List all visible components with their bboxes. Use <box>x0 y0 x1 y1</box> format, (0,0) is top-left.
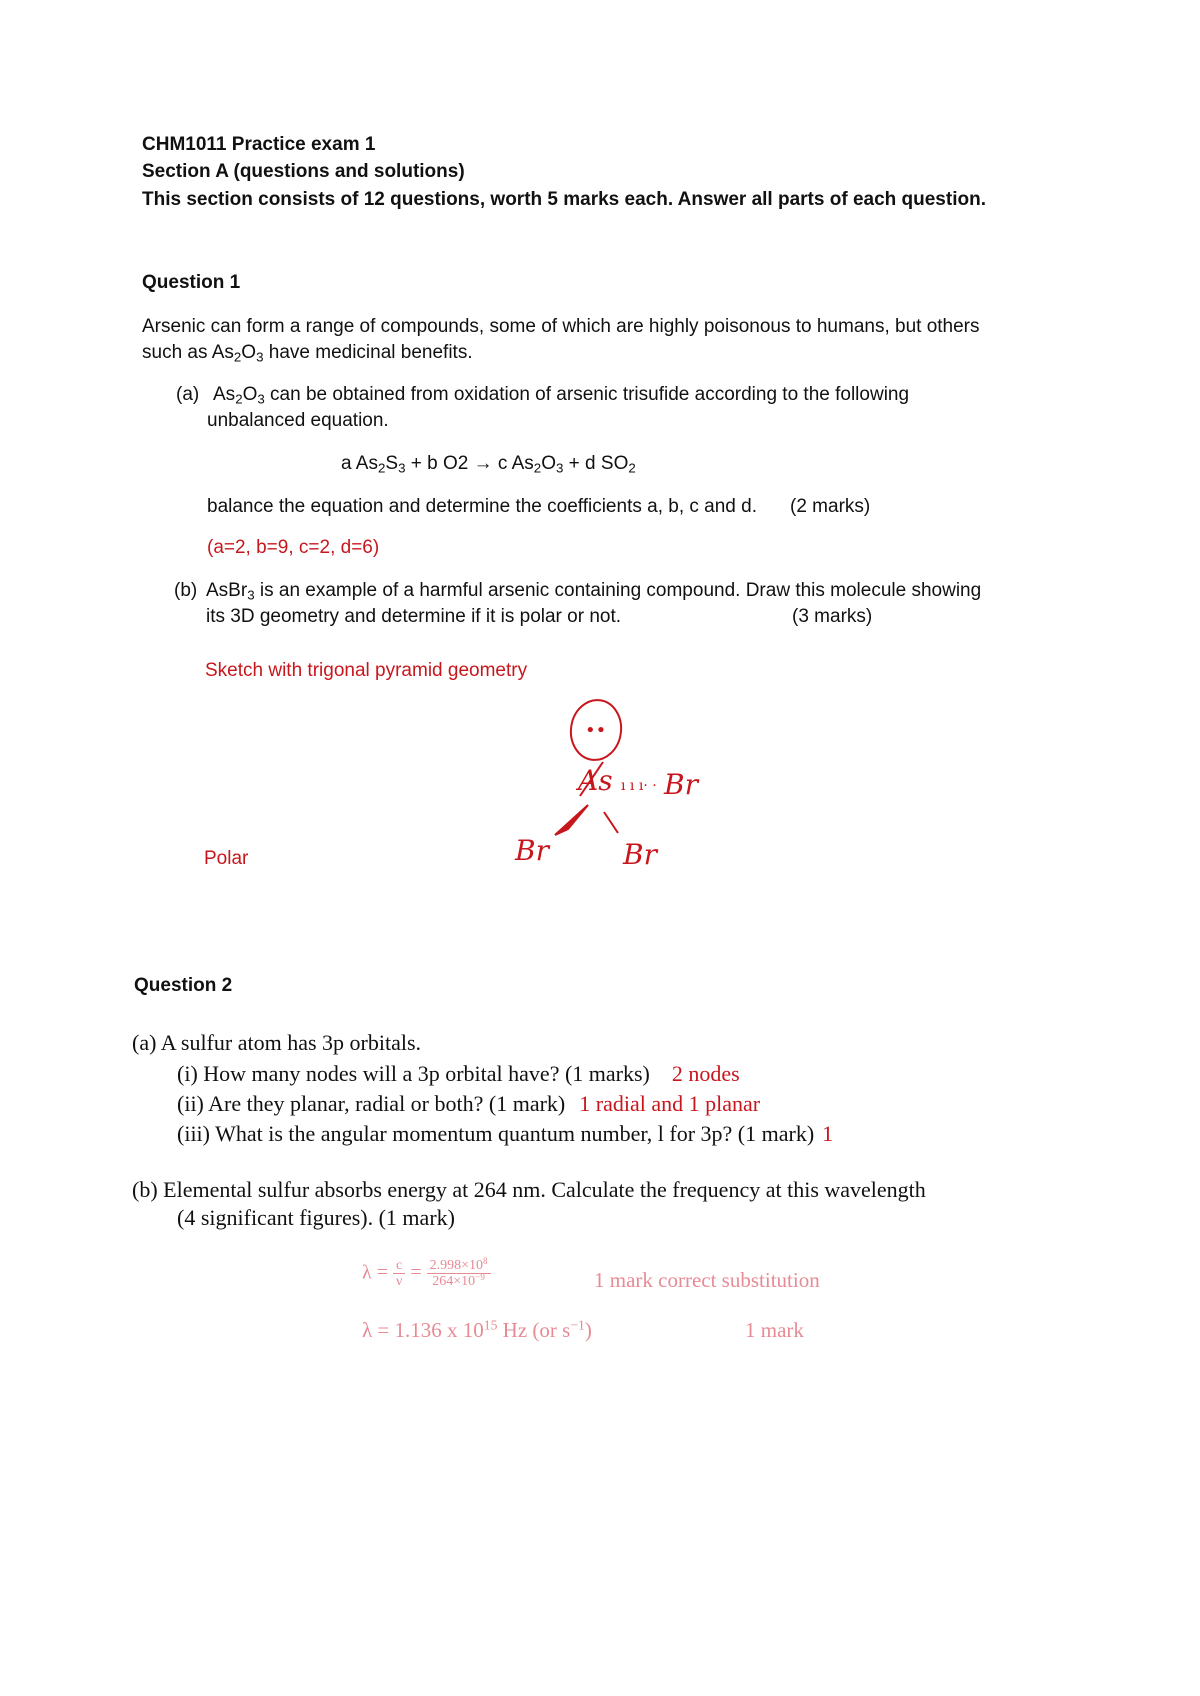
q1b-marks: (3 marks) <box>792 606 873 627</box>
q1b-label: (b) <box>174 580 198 601</box>
q1a-equation: a $As_2S_3 + b$ O2 → c $As_2O_3 + d$ $SO_2$ <box>341 453 636 476</box>
wedge-bond <box>555 805 588 835</box>
q2b-line1: (b) Elemental sulfur absorbs energy at 264 nm. Calculate the frequency at this wavelength <box>132 1177 926 1202</box>
br-right: Br <box>664 768 698 801</box>
q2a-i-answer: 2 nodes <box>671 1061 740 1086</box>
q2a-i: (i) How many nodes will a 3p orbital have? (1 marks) 2 nodes <box>177 1061 740 1086</box>
q2b-mark1: 1 mark correct substitution <box>594 1268 820 1292</box>
q1a-marks: (2 marks) <box>790 496 871 517</box>
q1a-task: balance the equation and determine the coefficients a, b, c and d. <box>207 496 757 517</box>
q1b-answer-sketch: Sketch with trigonal pyramid geometry <box>205 660 528 681</box>
q1-intro-line2: such as $As_2O_3$ have medicinal benefits. <box>142 342 473 365</box>
q2b-result: λ = 1.136 x $10^{15}$ Hz (or $s^{-1}$) <box>362 1317 592 1342</box>
q2b-working-line1: λ = $\frac{c}{\nu}$ = $\frac{2.998\times 10^8}{264\times 10^{-9}}$ <box>362 1258 491 1290</box>
q2a-iii: (iii) What is the angular momentum quantum number, l for 3p? (1 mark) 1 <box>177 1121 834 1146</box>
q2a-ii: (ii) Are they planar, radial or both? (1 mark) 1 radial and 1 planar <box>177 1091 761 1116</box>
br-left: Br <box>515 834 549 867</box>
section-title: Section A (questions and solutions) <box>142 161 465 182</box>
q1a-line1: $As_2O_3$ can be obtained from oxidation of arsenic trisufide according to the following <box>213 384 910 407</box>
center-atom-as: As <box>578 764 613 797</box>
section-instructions: This section consists of 12 questions, worth 5 marks each. Answer all parts of each question. <box>142 189 986 210</box>
q2a-ii-answer: 1 radial and 1 planar <box>579 1091 761 1116</box>
q1b-line2: its 3D geometry and determine if it is polar or not. <box>206 606 622 627</box>
q2b-line2: (4 significant figures). (1 mark) <box>177 1205 455 1230</box>
lone-pair-dots: •• <box>585 720 607 741</box>
q2a-stem: (a) A sulfur atom has 3p orbitals. <box>132 1030 422 1055</box>
reaction-arrow-icon: → <box>473 453 493 474</box>
course-title: CHM1011 Practice exam 1 <box>142 134 376 155</box>
q1a-label: (a) <box>176 384 200 405</box>
question-2-heading: Question 2 <box>134 975 233 996</box>
q1b-answer-polar: Polar <box>204 848 249 869</box>
q2a-iii-answer: 1 <box>822 1121 834 1146</box>
q1a-answer: (a=2, b=9, c=2, d=6) <box>207 537 380 558</box>
q1a-line2: unbalanced equation. <box>207 410 389 431</box>
plain-bond <box>604 812 618 833</box>
q1b-line1: AsBr$_3$ is an example of a harmful arsenic containing compound. Draw this molecule showing <box>206 580 982 603</box>
question-1-heading: Question 1 <box>142 272 241 293</box>
q1-intro-line1: Arsenic can form a range of compounds, some of which are highly poisonous to humans, but others <box>142 316 980 337</box>
br-bottom: Br <box>623 838 657 871</box>
dashed-bond: ı ı ı· · <box>621 778 657 794</box>
q2b-mark2: 1 mark <box>745 1318 804 1342</box>
